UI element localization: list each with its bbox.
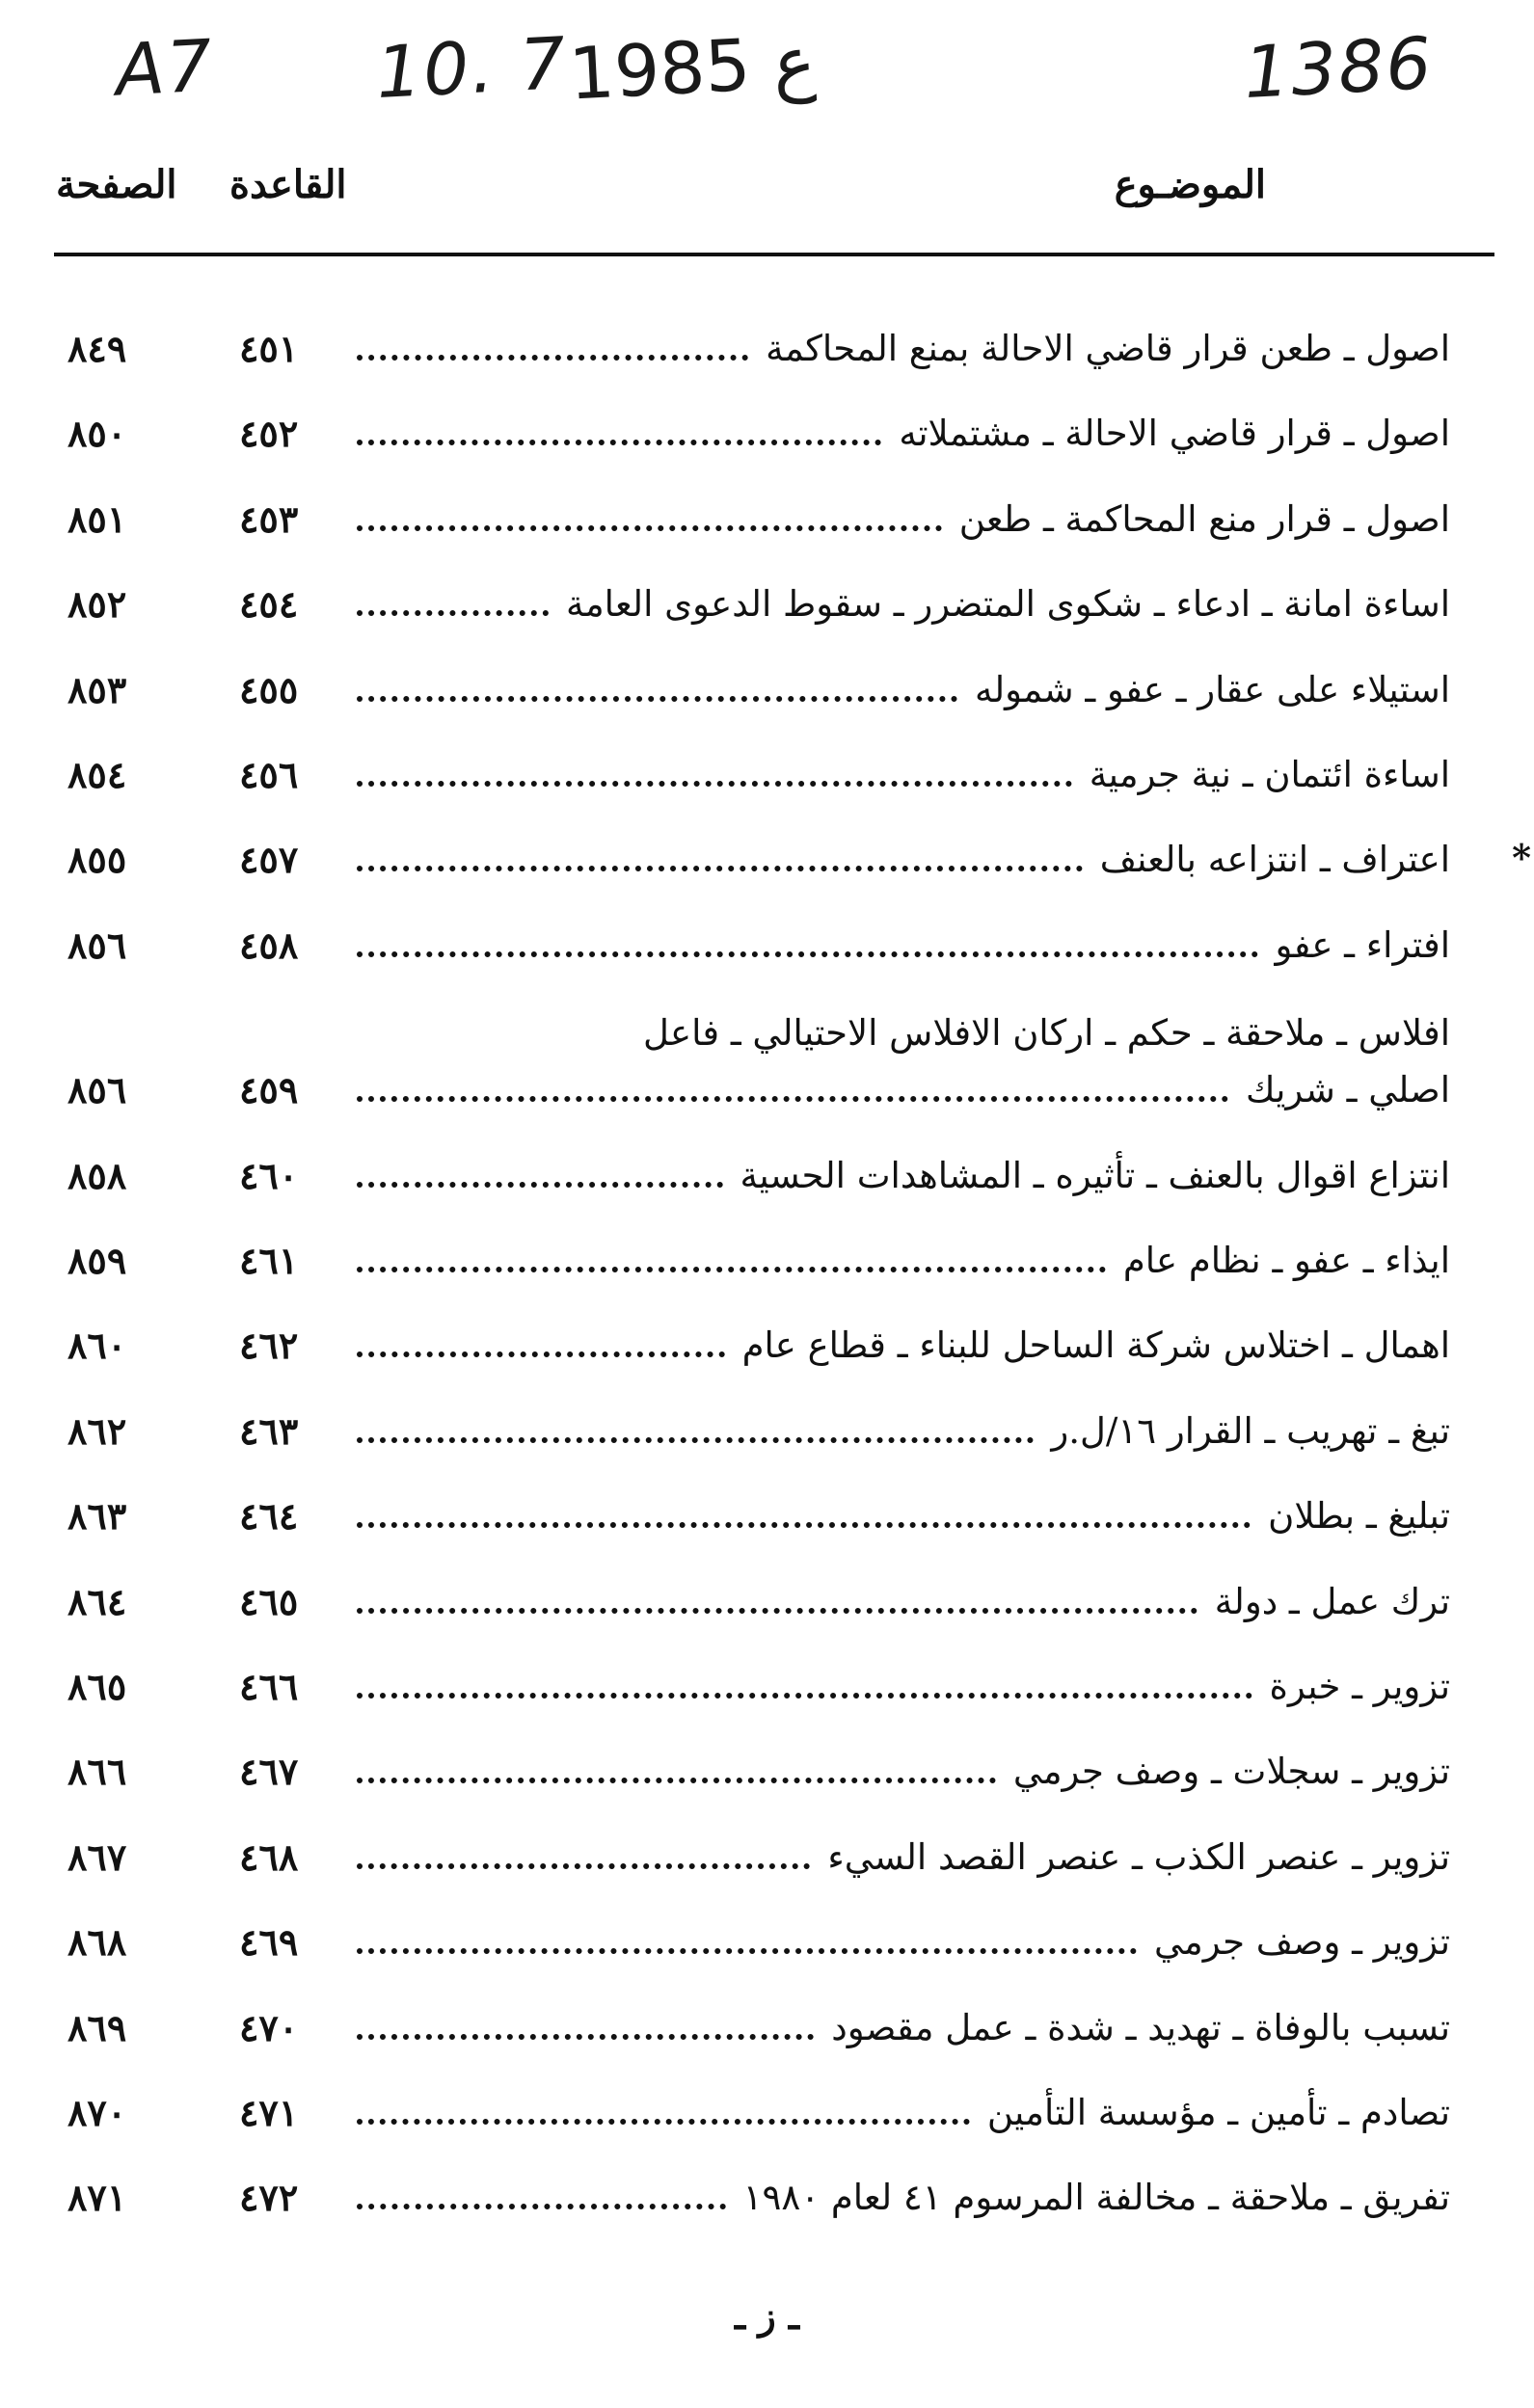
index-rule-number: ٤٥٩ (239, 1068, 299, 1112)
index-entry-line (339, 2007, 1450, 2049)
dot-leader (357, 1948, 1137, 1954)
handwritten-note-2: 10. 7 (373, 21, 570, 116)
column-header-topic: الموضـوع (1114, 162, 1266, 207)
index-topic: تصادم ـ تأمين ـ مؤسسة التأمين (986, 2092, 1450, 2133)
dot-leader (357, 951, 1258, 957)
index-rule-number: ٤٧٠ (239, 2005, 299, 2049)
index-row (54, 1729, 1494, 1799)
index-page-number: ٨٥٠ (67, 412, 127, 456)
index-entry-line (339, 1836, 1450, 1879)
index-rule-number: ٤٦٤ (239, 1494, 299, 1538)
dot-leader (357, 866, 1083, 871)
index-page-number: ٨٥٨ (67, 1153, 127, 1197)
index-entry-line (339, 669, 1450, 711)
dot-leader (357, 610, 549, 616)
index-topic: تزوير ـ خبرة (1269, 1666, 1450, 1707)
index-row (54, 391, 1494, 461)
index-entry-line (339, 924, 1450, 967)
index-entry-line (339, 839, 1450, 881)
index-page-number: ٨٧١ (67, 2176, 127, 2220)
index-row (54, 1900, 1494, 1969)
index-topic: افتراء ـ عفو (1275, 923, 1450, 966)
index-page-number: ٨٦٤ (67, 1579, 127, 1623)
index-topic: اساءة امانة ـ ادعاء ـ شكوى المتضرر ـ سقوط الدعوى العامة (566, 583, 1450, 626)
index-entry-line (339, 583, 1450, 626)
index-entry-line (339, 1921, 1450, 1964)
index-topic: ايذاء ـ عفو ـ نظام عام (1122, 1240, 1450, 1281)
index-page-number: ٨٥١ (67, 496, 127, 541)
index-topic: تبليغ ـ بطلان (1268, 1495, 1450, 1538)
dot-leader (357, 781, 1072, 787)
index-page-number: ٨٦٢ (67, 1408, 127, 1453)
index-page-number: ٨٦٦ (67, 1750, 127, 1794)
index-page-number: ٨٦٠ (67, 1324, 127, 1368)
index-rule-number: ٤٦٣ (239, 1408, 299, 1453)
index-row (54, 1218, 1494, 1288)
index-row (54, 307, 1494, 376)
page-footer: ـ ز ـ (734, 2294, 800, 2338)
handwritten-note-3: ع 1985 (566, 20, 819, 117)
dot-leader (357, 355, 748, 361)
index-topic: تسبب بالوفاة ـ تهديد ـ شدة ـ عمل مقصود (831, 2006, 1450, 2048)
index-row (54, 903, 1494, 973)
index-entry-line (339, 1751, 1450, 1793)
index-row (54, 1815, 1494, 1885)
index-topic: اهمال ـ اختلاس شركة الساحل للبناء ـ قطاع عام (741, 1324, 1450, 1367)
dot-leader (357, 1182, 723, 1188)
dot-leader (357, 440, 881, 445)
index-row (54, 1474, 1494, 1543)
column-header-rule: القاعدة (229, 162, 347, 207)
index-row (54, 2071, 1494, 2140)
dot-leader (357, 696, 957, 702)
index-row (54, 817, 1531, 887)
index-topic-first-line: افلاس ـ ملاحقة ـ حكم ـ اركان الافلاس الاحتيالي ـ فاعل (643, 1012, 1450, 1055)
index-row (54, 1012, 1494, 1117)
dot-leader (357, 1351, 725, 1357)
index-topic: تزوير ـ وصف جرمي (1154, 1921, 1450, 1964)
index-page-number: ٨٥٦ (67, 1068, 127, 1112)
dot-leader (357, 1693, 1252, 1699)
dot-leader (357, 1437, 1034, 1443)
index-page-number: ٨٥٤ (67, 753, 127, 796)
index-rule-number: ٤٥٥ (239, 667, 299, 711)
index-entry-line (339, 328, 1450, 370)
index-rule-number: ٤٥٣ (239, 496, 299, 541)
header-divider (54, 253, 1494, 256)
index-topic: تفريق ـ ملاحقة ـ مخالفة المرسوم ٤١ لعام ١٩٨٠ (742, 2177, 1450, 2219)
index-page-number: ٨٤٩ (67, 327, 127, 370)
index-row (54, 648, 1494, 717)
index-rule-number: ٤٦٧ (239, 1750, 299, 1794)
index-page-number: ٨٥٥ (67, 838, 127, 882)
dot-leader (357, 1778, 996, 1783)
handwritten-note-4: 1386 (1241, 21, 1436, 116)
index-topic: اساءة ائتمان ـ نية جرمية (1089, 754, 1450, 795)
dot-leader (357, 2034, 814, 2040)
dot-leader (357, 525, 942, 531)
dot-leader (357, 2204, 726, 2209)
handwritten-mark: * (1512, 836, 1531, 880)
index-page-number: ٨٥٣ (67, 667, 127, 711)
index-row (54, 477, 1494, 547)
index-rule-number: ٤٥٧ (239, 838, 299, 882)
index-entry-line (339, 498, 1450, 541)
index-entry-line (339, 2092, 1450, 2134)
index-row (54, 1389, 1494, 1458)
index-topic: اعتراف ـ انتزاعه بالعنف (1099, 839, 1450, 881)
dot-leader (357, 1267, 1106, 1272)
index-page-number: ٨٥٦ (67, 923, 127, 967)
index-entry-line (339, 1155, 1450, 1197)
index-rule-number: ٤٧٢ (239, 2176, 299, 2220)
index-topic: ترك عمل ـ دولة (1214, 1580, 1450, 1622)
index-row (54, 1986, 1494, 2055)
index-page-number: ٨٦٧ (67, 1834, 127, 1879)
index-row (54, 1560, 1494, 1629)
index-row (54, 1645, 1494, 1714)
dot-leader (357, 1608, 1198, 1614)
index-topic: تبغ ـ تهريب ـ القرار ١٦/ل.ر (1051, 1409, 1450, 1452)
index-rule-number: ٤٥٦ (239, 753, 299, 796)
index-page-number: ٨٦٨ (67, 1920, 127, 1965)
index-rule-number: ٤٦٥ (239, 1579, 299, 1623)
handwritten-note-1: A7 (113, 24, 216, 113)
index-entry-line (339, 1069, 1450, 1111)
index-entry-line (339, 413, 1450, 455)
index-topic: اصول ـ طعن قرار قاضي الاحالة بمنع المحاكمة (766, 328, 1450, 369)
index-rule-number: ٤٦٨ (239, 1834, 299, 1879)
index-entry-line (339, 1324, 1450, 1367)
index-rule-number: ٤٦٩ (239, 1920, 299, 1965)
index-rule-number: ٤٥٢ (239, 412, 299, 456)
index-entry-line (339, 1240, 1450, 1282)
index-row (54, 733, 1494, 802)
index-row (54, 1303, 1494, 1373)
dot-leader (357, 1522, 1251, 1528)
index-topic: انتزاع اقوال بالعنف ـ تأثيره ـ المشاهدات الحسية (740, 1154, 1450, 1196)
index-entry-line (339, 2177, 1450, 2219)
index-entry-line (339, 754, 1450, 796)
index-page-number: ٨٦٣ (67, 1494, 127, 1538)
dot-leader (357, 1096, 1228, 1102)
index-row (54, 562, 1494, 631)
index-rule-number: ٤٥٨ (239, 923, 299, 967)
index-topic: استيلاء على عقار ـ عفو ـ شموله (975, 668, 1450, 710)
index-page-number: ٨٧٠ (67, 2091, 127, 2134)
index-topic: تزوير ـ سجلات ـ وصف جرمي (1012, 1751, 1450, 1793)
index-rule-number: ٤٦٦ (239, 1665, 299, 1708)
index-page-number: ٨٦٥ (67, 1665, 127, 1708)
index-entry-line (339, 1495, 1450, 1538)
dot-leader (357, 1863, 810, 1869)
index-topic: اصول ـ قرار منع المحاكمة ـ طعن (958, 497, 1450, 540)
index-topic: تزوير ـ عنصر الكذب ـ عنصر القصد السيء (827, 1835, 1450, 1878)
index-row (54, 1134, 1494, 1203)
column-header-page: الصفحة (56, 162, 177, 207)
index-page-number: ٨٥٩ (67, 1239, 127, 1282)
index-row (54, 2155, 1494, 2225)
dot-leader (357, 2119, 970, 2125)
index-entry-line (339, 1666, 1450, 1708)
index-topic: اصلي ـ شريك (1245, 1069, 1450, 1111)
index-topic: اصول ـ قرار قاضي الاحالة ـ مشتملاته (899, 413, 1450, 455)
index-rule-number: ٤٧١ (239, 2091, 299, 2134)
index-page-number: ٨٦٩ (67, 2005, 127, 2049)
index-rule-number: ٤٦٢ (239, 1324, 299, 1368)
index-entry-line (339, 1410, 1450, 1453)
index-rule-number: ٤٦٠ (239, 1153, 299, 1197)
index-rule-number: ٤٦١ (239, 1239, 299, 1282)
index-rule-number: ٤٥٤ (239, 582, 299, 627)
index-rule-number: ٤٥١ (239, 327, 299, 370)
index-page-number: ٨٥٢ (67, 582, 127, 627)
index-entry-line (339, 1581, 1450, 1623)
